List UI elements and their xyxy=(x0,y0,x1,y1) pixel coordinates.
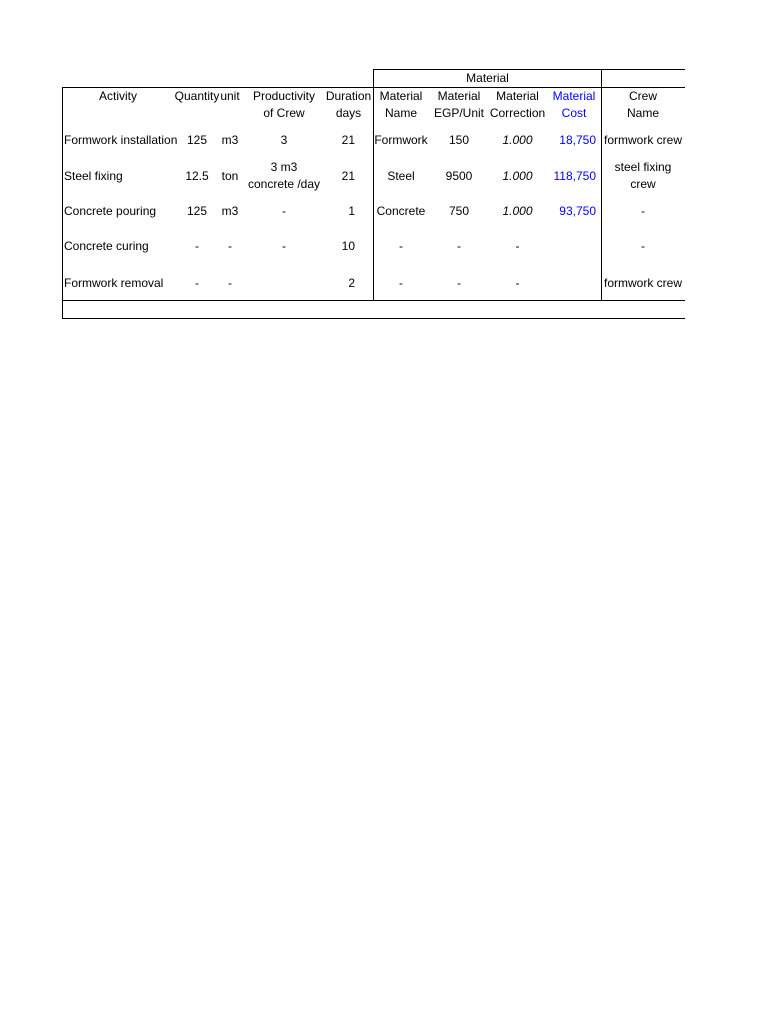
header-crew-name-line2: Name xyxy=(626,106,659,120)
cell-activity: Concrete curing xyxy=(64,238,149,253)
header-activity: Activity xyxy=(98,89,137,103)
cell-crew-name: formwork crew xyxy=(603,132,682,147)
header-productivity-line2: of Crew xyxy=(263,106,305,120)
group-header-material: Material xyxy=(466,70,509,85)
cell-material-name: - xyxy=(399,275,403,290)
cell-productivity xyxy=(244,274,324,292)
cell-crew-name: formwork crew xyxy=(603,275,682,290)
cell-activity: Steel fixing xyxy=(64,168,123,183)
cell-activity: Formwork installation xyxy=(64,132,178,147)
header-material-price-line1: Material xyxy=(437,89,481,103)
cell-duration: 2 xyxy=(348,275,355,290)
cell-crew-name-line2: crew xyxy=(630,177,656,191)
cell-duration: 10 xyxy=(341,238,355,253)
cell-material-price: 150 xyxy=(448,132,470,147)
cell-material-correction: 1.000 xyxy=(502,132,533,147)
cell-material-correction: 1.000 xyxy=(502,203,533,218)
cell-duration: 21 xyxy=(341,168,355,183)
cell-material-name: - xyxy=(399,238,403,253)
cell-productivity-line2: concrete /day xyxy=(247,177,321,191)
cell-material-cost: 118,750 xyxy=(553,168,596,183)
header-duration-line1: Duration xyxy=(325,89,372,103)
cell-duration: 1 xyxy=(348,203,355,218)
cell-material-cost: 93,750 xyxy=(559,203,596,218)
header-material-name-line1: Material xyxy=(379,89,423,103)
header-duration-line2: days xyxy=(335,106,362,120)
cell-material-name: Concrete xyxy=(376,203,426,218)
cell-material-price: - xyxy=(457,238,461,253)
header-material-cost-line1: Material xyxy=(552,89,596,103)
cell-unit: m3 xyxy=(221,132,239,147)
header-material-cost-line2: Cost xyxy=(561,106,587,120)
cell-quantity: - xyxy=(195,238,199,253)
cell-unit: - xyxy=(228,275,232,290)
cell-material-name: Formwork xyxy=(374,132,428,147)
cell-crew-name: - xyxy=(641,238,645,253)
cell-material-cost xyxy=(547,237,596,255)
cell-material-price: 9500 xyxy=(445,168,473,183)
cell-productivity: - xyxy=(282,238,286,253)
cell-material-name: Steel xyxy=(387,168,415,183)
cell-quantity: 125 xyxy=(186,203,208,218)
cell-crew-name: - xyxy=(641,203,645,218)
grid-line-footer-bottom xyxy=(62,318,685,319)
header-material-name-line2: Name xyxy=(384,106,417,120)
cell-material-price: 750 xyxy=(448,203,470,218)
cell-material-correction: - xyxy=(515,238,520,253)
cell-material-correction: - xyxy=(515,275,520,290)
header-crew-name-line1: Crew xyxy=(628,89,657,103)
header-material-correction-line1: Material xyxy=(496,89,539,103)
cell-duration: 21 xyxy=(341,132,355,147)
cell-material-cost: 18,750 xyxy=(559,132,596,147)
header-material-correction-line2: Correction xyxy=(489,106,546,120)
cell-activity: Formwork removal xyxy=(64,275,164,290)
header-material-price-line2: EGP/Unit xyxy=(433,106,484,120)
cell-quantity: 125 xyxy=(186,132,208,147)
header-quantity: Quantity xyxy=(174,89,220,103)
cell-productivity-line1: 3 m3 xyxy=(270,160,298,174)
cell-productivity: 3 xyxy=(280,132,288,147)
cell-material-cost xyxy=(547,274,596,292)
cell-material-price: - xyxy=(457,275,461,290)
cell-quantity: - xyxy=(195,275,199,290)
cell-productivity: - xyxy=(282,203,286,218)
cell-quantity: 12.5 xyxy=(185,168,209,183)
cell-activity: Concrete pouring xyxy=(64,203,157,218)
header-unit: unit xyxy=(220,89,240,103)
cell-crew-name-line1: steel fixing xyxy=(614,160,672,174)
cell-unit: - xyxy=(228,238,232,253)
header-productivity-line1: Productivity xyxy=(252,89,316,103)
cell-unit: ton xyxy=(221,168,239,183)
cell-unit: m3 xyxy=(221,203,239,218)
cell-material-correction: 1.000 xyxy=(502,168,533,183)
grid-line-body-bottom xyxy=(62,300,685,301)
